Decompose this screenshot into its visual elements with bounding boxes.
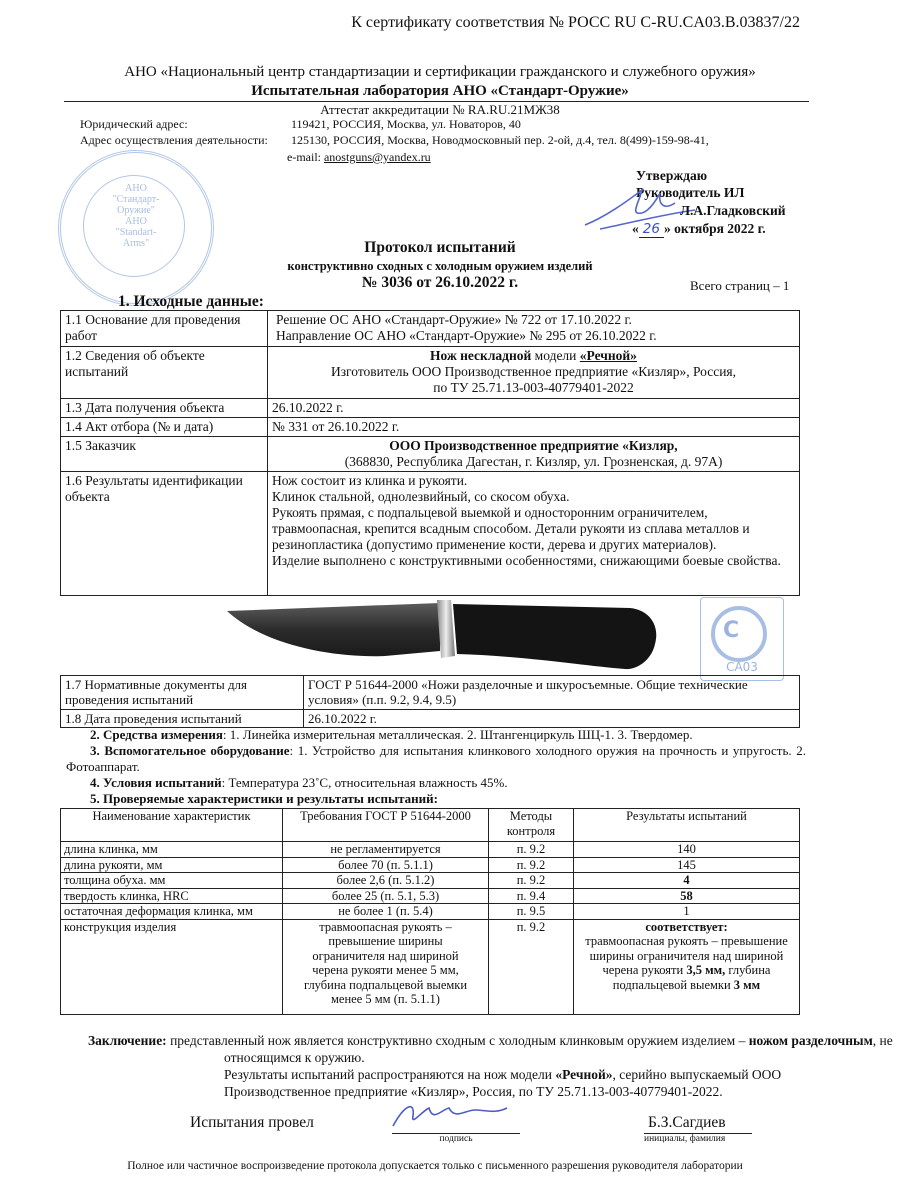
knife-photo-icon bbox=[225, 596, 675, 676]
table-row bbox=[61, 347, 800, 399]
tester-signature-icon bbox=[385, 1096, 515, 1132]
cert-mark-code: СА03 bbox=[726, 660, 758, 674]
header-cell: Методы контроля bbox=[489, 809, 574, 842]
seal-text-6: Arms" bbox=[122, 238, 150, 249]
row-value: Нож состоит из клинка и рукояти. Клинок стальной, однолезвийный, со скосом обуха. Рукоять прямая, с подпальцевой выемкой и односторонним ограничителем, травмоопасная, крепится всадным способом. Детали рукояти из сплава металлов и резинопластика (допустимо применение кости, дерева и других материалов). Изделие выполнено с конструктивными особенностями, снижающими боевые свойства. bbox=[268, 472, 800, 596]
email-line bbox=[287, 150, 431, 165]
row-label: 1.3 Дата получения объекта bbox=[61, 399, 268, 418]
section-5-title: 5. Проверяемые характеристики и результаты испытаний: bbox=[90, 791, 438, 806]
table-row bbox=[61, 437, 800, 472]
seal-text-2: "Стандарт- bbox=[112, 194, 160, 205]
tester-name: Б.З.Сагдиев bbox=[648, 1114, 726, 1131]
row-value: ГОСТ Р 51644-2000 «Ножи разделочные и шкуросъемные. Общие технические условия» (п.п. 9.2, 9.4, 9.5) bbox=[304, 676, 800, 710]
table-row bbox=[61, 472, 800, 596]
table-header-row bbox=[61, 809, 800, 842]
section-4: 4. Условия испытаний: Температура 23˚С, относительная влажность 45%. bbox=[90, 775, 508, 790]
laboratory-name: Испытательная лаборатория АНО «Стандарт-Оружие» bbox=[251, 83, 629, 99]
row-value: № 331 от 26.10.2022 г. bbox=[268, 418, 800, 437]
email-link[interactable]: anostguns@yandex.ru bbox=[323, 150, 431, 164]
row-value: Решение ОС АНО «Стандарт-Оружие» № 722 от 17.10.2022 г. Направление ОС АНО «Стандарт-Оружие» № 295 от 26.10.2022 г. bbox=[268, 311, 800, 347]
result-value: соответствует: травмоопасная рукоять – превышение ширины ограничителя над шириной черена рукояти 3,5 мм, глубина подпальцевой выемки 3 мм bbox=[574, 919, 800, 1014]
row-label: 1.2 Сведения об объекте испытаний bbox=[61, 347, 268, 399]
certification-mark-icon: С СА03 bbox=[700, 597, 784, 681]
activity-address-label: Адрес осуществления деятельности: bbox=[80, 133, 268, 147]
method-value: п. 9.2 bbox=[489, 919, 574, 1014]
protocol-subtitle: конструктивно сходных с холодным оружием изделий bbox=[287, 259, 593, 273]
table-row bbox=[61, 311, 800, 347]
row-value: 26.10.2022 г. bbox=[268, 399, 800, 418]
table-row: твердость клинка, HRC более 25 (п. 5.1, 5.3) п. 9.4 58 bbox=[61, 888, 800, 904]
legal-address-label: Юридический адрес: bbox=[80, 117, 188, 131]
activity-address-value: 125130, РОССИЯ, Москва, Новодмосковный пер. 2-ой, д.4, тел. 8(499)-159-98-41, bbox=[291, 133, 709, 147]
email-label: e-mail: bbox=[287, 150, 321, 164]
approval-role: Руководитель ИЛ bbox=[636, 185, 745, 200]
accreditation: Аттестат аккредитации № RA.RU.21МЖ38 bbox=[320, 102, 560, 117]
section-3: 3. Вспомогательное оборудование: 1. Устройство для испытания клинкового холодного оружия на прочность и упругость. 2. Фотоаппарат. bbox=[66, 743, 806, 774]
seal-text-1: АНО bbox=[125, 183, 147, 194]
organization-name: АНО «Национальный центр стандартизации и сертификации гражданского и служебного оружия» bbox=[124, 64, 756, 80]
tested-by-label: Испытания провел bbox=[190, 1114, 314, 1131]
organization-seal-icon bbox=[58, 150, 214, 306]
name-caption: инициалы, фамилия bbox=[644, 1134, 726, 1144]
table-row: толщина обуха. мм более 2,6 (п. 5.1.2) п. 9.2 4 bbox=[61, 873, 800, 889]
row-value: ООО Производственное предприятие «Кизляр, (368830, Республика Дагестан, г. Кизляр, ул. Грозненская, д. 97А) bbox=[268, 437, 800, 472]
header-cell: Наименование характеристик bbox=[61, 809, 283, 842]
table-row bbox=[61, 676, 800, 710]
row-label: 1.4 Акт отбора (№ и дата) bbox=[61, 418, 268, 437]
signature-caption: подпись bbox=[439, 1134, 473, 1144]
table-row bbox=[61, 919, 800, 1014]
source-data-table bbox=[60, 310, 800, 596]
row-label: 1.1 Основание для проведения работ bbox=[61, 311, 268, 347]
approval-date: « 26 » октября 2022 г. bbox=[632, 221, 766, 237]
row-label: 1.7 Нормативные документы для проведения испытаний bbox=[61, 676, 304, 710]
row-label: 1.8 Дата проведения испытаний bbox=[61, 710, 304, 728]
protocol-title: Протокол испытаний bbox=[364, 239, 516, 256]
results-table bbox=[60, 808, 800, 1015]
table-row bbox=[61, 710, 800, 728]
table-row: длина клинка, мм не регламентируется п. 9.2 140 bbox=[61, 842, 800, 858]
section-2: 2. Средства измерения: 1. Линейка измерительная металлическая. 2. Штангенциркуль ШЦ-1. 3. Твердомер. bbox=[90, 727, 693, 742]
header-cell: Требования ГОСТ Р 51644-2000 bbox=[283, 809, 489, 842]
normative-table bbox=[60, 675, 800, 728]
conclusion: Заключение: представленный нож является конструктивно сходным с холодным клинковым оружием изделием – ножом разделочным, не относящимся к оружию. bbox=[88, 1033, 893, 1065]
requirement-value: травмоопасная рукоять – превышение ширины ограничителя над шириной черена рукояти менее 5 мм, глубина подпальцевой выемки менее 5 мм (п. 5.1.1) bbox=[283, 919, 489, 1014]
product-model: «Речной» bbox=[579, 348, 637, 363]
row-value: 26.10.2022 г. bbox=[304, 710, 800, 728]
results-extension: Результаты испытаний распространяются на нож модели «Речной», серийно выпускаемый ООО Производственное предприятие «Кизляр», Россия, по ТУ 25.71.13-003-40779401-2022. bbox=[224, 1067, 782, 1099]
section-1-title: 1. Исходные данные: bbox=[118, 293, 264, 310]
header-cell: Результаты испытаний bbox=[574, 809, 800, 842]
legal-address-value: 119421, РОССИЯ, Москва, ул. Новаторов, 40 bbox=[291, 117, 521, 131]
page-count: Всего страниц – 1 bbox=[690, 278, 790, 293]
row-label: 1.6 Результаты идентификации объекта bbox=[61, 472, 268, 596]
approval-day: 26 bbox=[639, 221, 664, 238]
table-row: длина рукояти, мм более 70 (п. 5.1.1) п. 9.2 145 bbox=[61, 857, 800, 873]
footer-note: Полное или частичное воспроизведение протокола допускается только с письменного разрешения руководителя лаборатории bbox=[127, 1160, 743, 1172]
conclusion-label: Заключение: bbox=[88, 1033, 167, 1048]
row-label: 1.5 Заказчик bbox=[61, 437, 268, 472]
seal-text-3: Оружие" bbox=[117, 205, 155, 216]
product-type: Нож нескладной bbox=[430, 348, 532, 363]
seal-text-4: АНО bbox=[125, 216, 147, 227]
seal-text-5: "Standart- bbox=[115, 227, 157, 238]
characteristic-name: конструкция изделия bbox=[61, 919, 283, 1014]
approval-title: Утверждаю bbox=[636, 168, 708, 183]
approver-name: Л.А.Гладковский bbox=[680, 203, 786, 218]
table-row: остаточная деформация клинка, мм не более 1 (п. 5.4) п. 9.5 1 bbox=[61, 904, 800, 920]
table-row bbox=[61, 418, 800, 437]
certificate-reference: К сертификату соответствия № РОСС RU C-RU.CA03.B.03837/22 bbox=[351, 14, 800, 31]
table-row bbox=[61, 399, 800, 418]
protocol-number: № 3036 от 26.10.2022 г. bbox=[361, 274, 519, 291]
row-value: Нож нескладной модели «Речной» Изготовитель ООО Производственное предприятие «Кизляр», Россия, по ТУ 25.71.13-003-40779401-2022 bbox=[268, 347, 800, 399]
